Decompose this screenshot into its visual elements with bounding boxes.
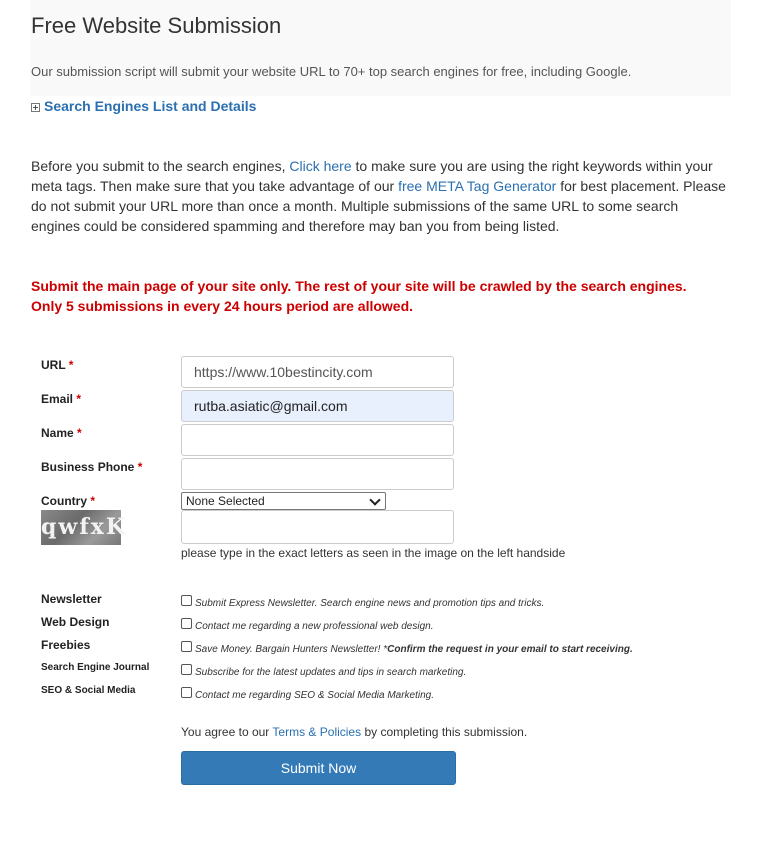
freebies-confirm-note: Confirm the request in your email to start receiving. xyxy=(387,644,633,655)
click-here-link[interactable]: Click here xyxy=(289,158,352,174)
newsletter-checkbox[interactable] xyxy=(181,595,192,606)
chevron-down-icon xyxy=(369,494,380,505)
instructions-paragraph xyxy=(31,156,731,236)
required-mark: * xyxy=(90,494,96,508)
option-label-freebies: Freebies xyxy=(41,638,91,652)
warning-line-1: Submit the main page of your site only. The rest of your site will be crawled by the search engines. xyxy=(31,278,687,294)
warning-line-2: Only 5 submissions in every 24 hours period are allowed. xyxy=(31,298,414,314)
submission-warning xyxy=(31,276,731,316)
search-engine-journal-description: Subscribe for the latest updates and tips in search marketing. xyxy=(195,667,467,678)
name-input[interactable] xyxy=(181,424,454,456)
page-title: Free Website Submission xyxy=(31,13,282,38)
url-input[interactable]: https://www.10bestincity.com xyxy=(181,356,454,388)
phone-input[interactable] xyxy=(181,458,454,490)
instructions-text-1: Before you submit to the search engines, xyxy=(31,158,290,174)
required-mark: * xyxy=(68,358,74,372)
country-selected-value: None Selected xyxy=(186,494,265,508)
required-mark: * xyxy=(77,426,82,440)
search-engines-toggle-label: Search Engines List and Details xyxy=(44,98,257,114)
option-label-seo-social: SEO & Social Media xyxy=(41,685,136,696)
name-label: Name * xyxy=(41,426,82,440)
country-label: Country * xyxy=(41,494,96,508)
freebies-checkbox[interactable] xyxy=(181,641,192,652)
seo-social-checkbox[interactable] xyxy=(181,687,192,698)
terms-policies-link[interactable]: Terms & Policies xyxy=(272,725,362,739)
phone-label: Business Phone * xyxy=(41,460,143,474)
web-design-checkbox[interactable] xyxy=(181,618,192,629)
required-mark: * xyxy=(137,460,143,474)
search-engines-toggle[interactable] xyxy=(31,98,256,114)
email-input[interactable]: rutba.asiatic@gmail.com xyxy=(181,390,454,422)
required-mark: * xyxy=(76,392,82,406)
instructions-text-3: for best placement. Please do not submit your URL more than once a month. Multiple submissions of the same URL to some search engines could be considered spamming and therefore may ban you from being listed. xyxy=(31,178,726,234)
option-label-search-engine-journal: Search Engine Journal xyxy=(41,662,150,673)
meta-tag-generator-link[interactable]: free META Tag Generator xyxy=(398,178,557,194)
country-select[interactable] xyxy=(181,492,386,510)
terms-agreement: You agree to our Terms & Policies by completing this submission. xyxy=(181,725,528,739)
search-engine-journal-checkbox[interactable] xyxy=(181,664,192,675)
captcha-hint: please type in the exact letters as seen in the image on the left handside xyxy=(181,546,566,560)
newsletter-description: Submit Express Newsletter. Search engine news and promotion tips and tricks. xyxy=(195,598,545,609)
instructions-text-2: to make sure you are using the right keywords within your meta tags. Then make sure that you take advantage of our xyxy=(31,158,713,194)
email-label: Email * xyxy=(41,392,82,406)
captcha-input[interactable] xyxy=(181,510,454,544)
expand-plus-icon xyxy=(31,103,40,112)
option-label-web-design: Web Design xyxy=(41,615,110,629)
option-label-newsletter: Newsletter xyxy=(41,592,102,606)
web-design-description: Contact me regarding a new professional web design. xyxy=(195,621,434,632)
url-label: URL * xyxy=(41,358,74,372)
intro-text: Our submission script will submit your website URL to 70+ top search engines for free, including Google. xyxy=(31,64,632,79)
submit-now-button[interactable]: Submit Now xyxy=(181,751,456,785)
captcha-image: qwfxK xyxy=(41,510,121,545)
freebies-description: Save Money. Bargain Hunters Newsletter! *Confirm the request in your email to start receiving. xyxy=(195,644,633,655)
seo-social-description: Contact me regarding SEO & Social Media Marketing. xyxy=(195,690,434,701)
